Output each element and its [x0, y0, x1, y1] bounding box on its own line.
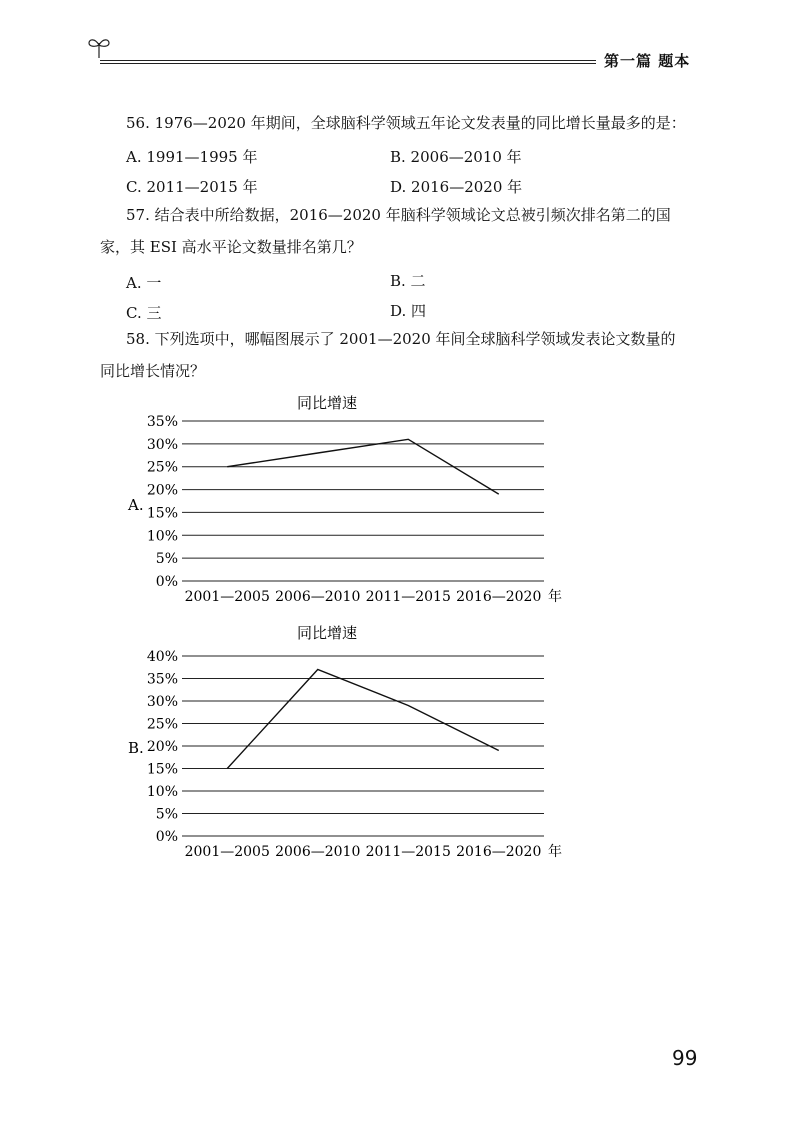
chart-b-y-tick-label: 10%: [146, 784, 178, 800]
chart-a-gridlines: [182, 421, 544, 581]
question-56-option-a: A. 1991—1995 年: [126, 148, 258, 166]
chart-a-option-label: A.: [128, 496, 144, 514]
chart-a-y-ticks: [147, 414, 178, 590]
chart-b-y-tick-label: 0%: [155, 829, 178, 845]
chart-a-y-tick-label: 10%: [146, 528, 178, 545]
chart-b-title: 同比增速: [296, 624, 358, 642]
chart-a-x-tick-label: 2016—2020: [456, 589, 542, 605]
chart-b-x-unit: 年: [548, 844, 562, 860]
question-57-stem-line1: 57. 结合表中所给数据，2016—2020 年脑科学领域论文总被引频次排名第二的国: [126, 206, 671, 224]
question-56-option-b: B. 2006—2010 年: [390, 148, 522, 166]
question-57-option-b: B. 二: [390, 272, 426, 290]
chart-a-y-tick-label: 20%: [146, 482, 178, 499]
chart-b-y-tick-label: 15%: [146, 761, 178, 778]
chart-b-x-tick-label: 2001—2005: [184, 844, 270, 860]
chart-b-x-tick-label: 2016—2020: [456, 844, 542, 860]
chart-b-y-ticks: [147, 649, 178, 845]
chart-option-b: [100, 618, 580, 864]
header-rule: [100, 60, 596, 61]
header-title: 第一篇 题本: [604, 52, 691, 70]
chart-a-x-tick-label: 2006—2010: [275, 589, 361, 605]
chart-b-x-tick-label: 2011—2015: [365, 844, 451, 860]
chart-a-y-tick-label: 35%: [146, 414, 178, 430]
question-57-option-c: C. 三: [126, 304, 162, 322]
chart-b-series-line: [227, 670, 499, 769]
question-58-stem-line2: 同比增长情况？: [100, 362, 206, 380]
chart-a-x-unit: 年: [548, 589, 562, 605]
question-57-option-d: D. 四: [390, 302, 427, 320]
question-56-stem: 56. 1976—2020 年期间，全球脑科学领域五年论文发表量的同比增长量最多的是：: [126, 114, 686, 132]
page-number: 99: [672, 1046, 698, 1070]
chart-b-y-tick-label: 25%: [146, 716, 178, 733]
chart-a-y-tick-label: 5%: [155, 551, 178, 568]
chart-a-y-tick-label: 0%: [155, 574, 178, 590]
chart-b-y-tick-label: 35%: [146, 671, 178, 688]
question-58-stem-line1: 58. 下列选项中，哪幅图展示了 2001—2020 年间全球脑科学领域发表论文数量的: [126, 330, 676, 348]
chart-a-title: 同比增速: [296, 394, 358, 412]
chart-b-x-tick-label: 2006—2010: [275, 844, 361, 860]
question-56-option-c: C. 2011—2015 年: [126, 178, 258, 196]
sprout-icon: [86, 34, 112, 60]
chart-b-y-tick-label: 5%: [155, 806, 178, 823]
chart-b-y-tick-label: 30%: [146, 694, 178, 710]
chart-a-y-tick-label: 15%: [146, 505, 178, 522]
chart-a-x-tick-label: 2011—2015: [365, 589, 451, 605]
question-57-stem-line2: 家，其 ESI 高水平论文数量排名第几？: [100, 238, 362, 256]
header-rule-secondary: [100, 63, 596, 64]
chart-b-y-tick-label: 40%: [146, 649, 178, 665]
chart-option-a: [100, 388, 580, 610]
chart-a-y-tick-label: 25%: [146, 459, 178, 476]
chart-b-y-tick-label: 20%: [146, 739, 178, 755]
question-57-option-a: A. 一: [126, 274, 162, 292]
chart-a-x-tick-label: 2001—2005: [184, 589, 270, 605]
chart-a-x-ticks: [185, 588, 562, 605]
chart-a-y-tick-label: 30%: [146, 436, 178, 453]
question-56-option-d: D. 2016—2020 年: [390, 178, 523, 196]
chart-b-x-ticks: [185, 843, 562, 860]
chart-b-option-label: B.: [128, 739, 144, 757]
